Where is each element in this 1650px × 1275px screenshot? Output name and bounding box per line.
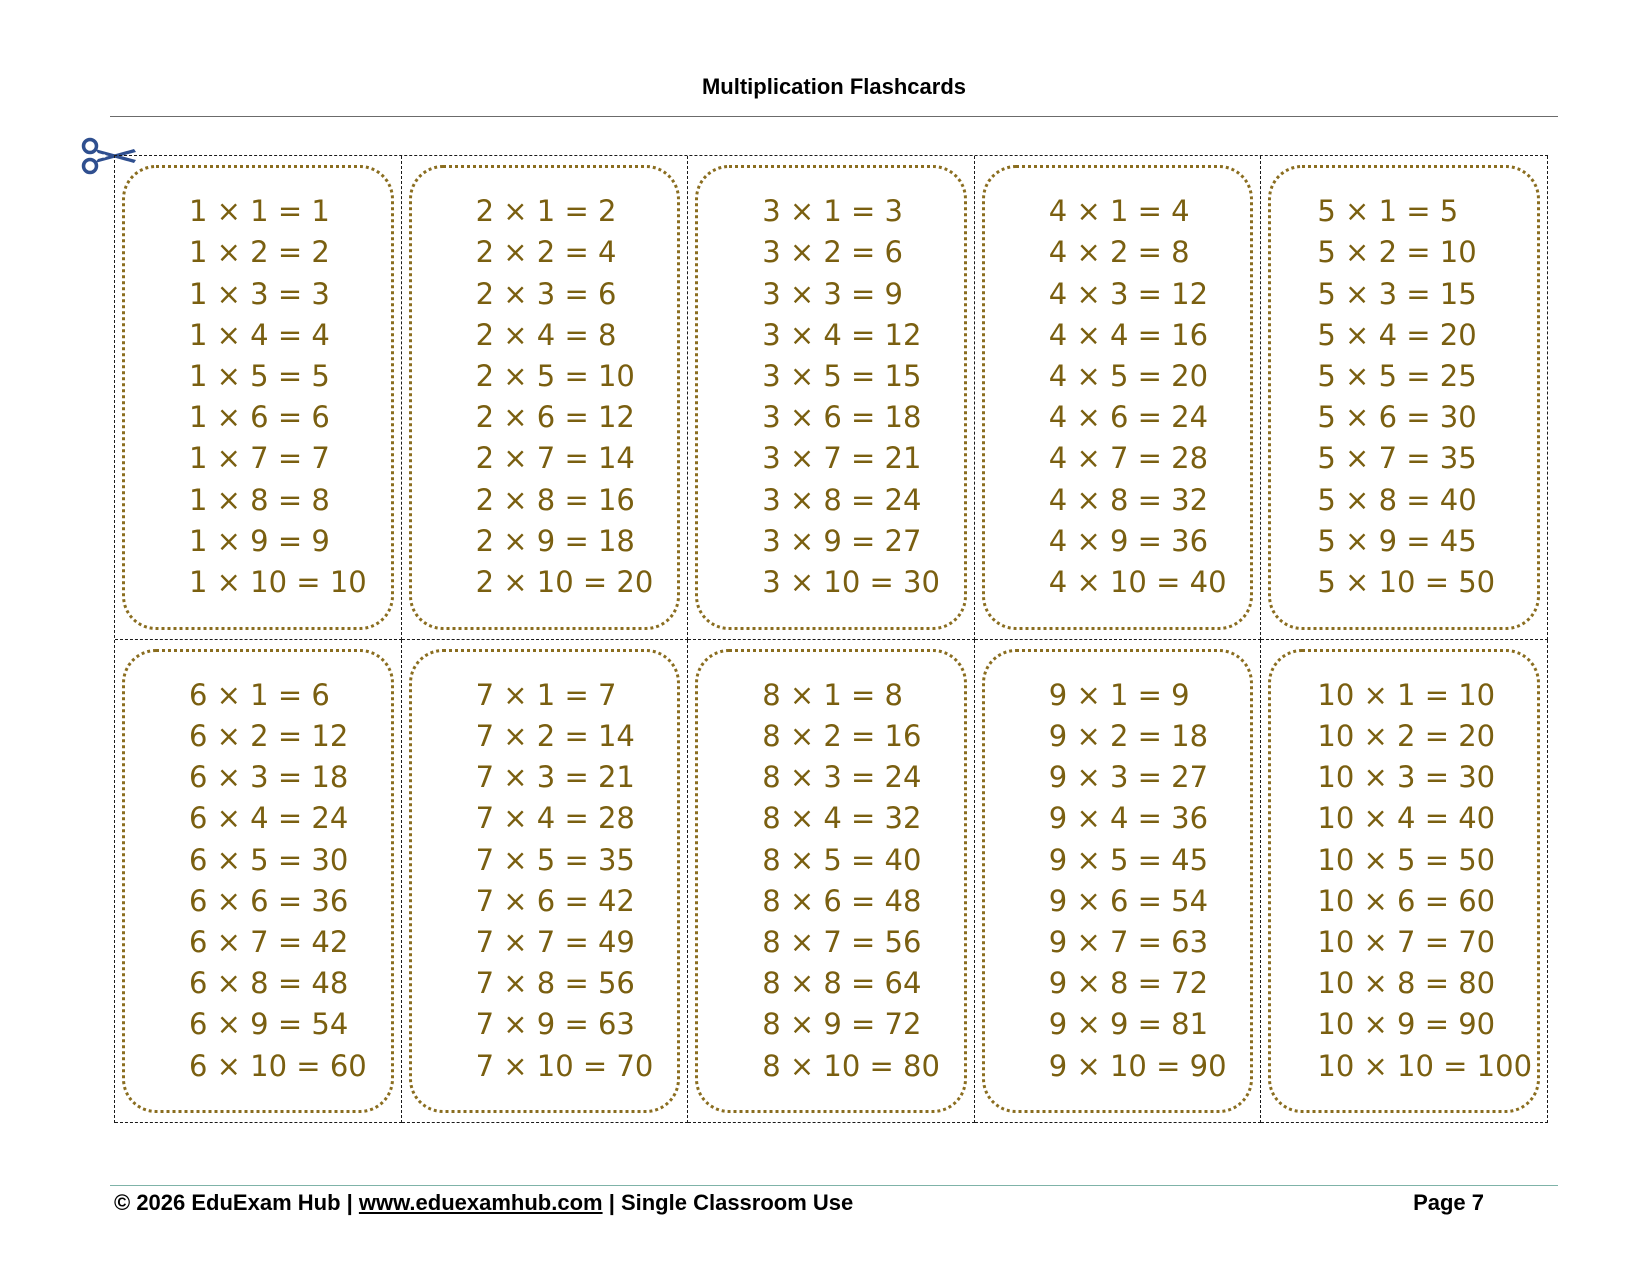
multiplication-fact: 2 × 9 = 18 [475, 523, 635, 558]
flashcard-cut-cell [975, 156, 1262, 640]
multiplication-fact: 10 × 8 = 80 [1317, 966, 1496, 1001]
multiplication-fact: 6 × 9 = 54 [189, 1007, 349, 1042]
multiplication-fact: 5 × 2 = 10 [1317, 235, 1477, 270]
multiplication-fact: 3 × 1 = 3 [762, 194, 904, 229]
flashcard [695, 165, 967, 630]
page-title: Multiplication Flashcards [701, 74, 967, 99]
multiplication-fact: 4 × 3 = 12 [1048, 276, 1209, 311]
multiplication-fact: 1 × 9 = 9 [189, 523, 330, 558]
flashcard-cut-cell [402, 640, 689, 1124]
multiplication-fact: 3 × 5 = 15 [762, 359, 922, 394]
multiplication-fact: 9 × 1 = 9 [1048, 677, 1190, 712]
multiplication-fact: 4 × 5 = 20 [1048, 359, 1209, 394]
flashcard-cut-cell [115, 640, 402, 1124]
multiplication-fact: 10 × 1 = 10 [1317, 677, 1496, 712]
multiplication-fact: 3 × 4 = 12 [762, 317, 922, 352]
multiplication-fact: 7 × 6 = 42 [475, 883, 635, 918]
multiplication-fact: 5 × 9 = 45 [1317, 523, 1477, 558]
footer-copyright: © 2026 EduExam Hub | [114, 1190, 359, 1215]
multiplication-fact: 7 × 3 = 21 [475, 760, 635, 795]
flashcard-cut-cell [688, 156, 975, 640]
multiplication-fact: 9 × 7 = 63 [1048, 924, 1209, 959]
multiplication-fact: 4 × 2 = 8 [1048, 235, 1190, 270]
multiplication-fact: 8 × 6 = 48 [762, 883, 922, 918]
multiplication-fact: 9 × 5 = 45 [1048, 842, 1209, 877]
multiplication-fact: 7 × 5 = 35 [475, 842, 635, 877]
multiplication-fact: 4 × 8 = 32 [1048, 482, 1209, 517]
multiplication-fact: 5 × 6 = 30 [1317, 400, 1477, 435]
multiplication-fact: 1 × 4 = 4 [189, 317, 330, 352]
multiplication-fact: 10 × 9 = 90 [1317, 1007, 1496, 1042]
multiplication-fact: 7 × 9 = 63 [475, 1007, 635, 1042]
multiplication-fact: 8 × 4 = 32 [762, 801, 922, 836]
multiplication-fact: 5 × 4 = 20 [1317, 317, 1477, 352]
flashcard [122, 165, 394, 630]
multiplication-fact: 3 × 3 = 9 [762, 276, 904, 311]
flashcard [982, 165, 1254, 630]
multiplication-fact: 3 × 8 = 24 [762, 482, 922, 517]
multiplication-fact: 7 × 7 = 49 [475, 924, 635, 959]
multiplication-fact: 7 × 4 = 28 [475, 801, 635, 836]
flashcard [1268, 165, 1540, 630]
multiplication-fact: 6 × 7 = 42 [189, 924, 349, 959]
multiplication-fact: 1 × 10 = 10 [189, 565, 367, 600]
multiplication-fact: 1 × 3 = 3 [189, 276, 330, 311]
multiplication-fact: 6 × 10 = 60 [189, 1048, 367, 1083]
multiplication-fact: 3 × 7 = 21 [762, 441, 922, 476]
multiplication-fact: 6 × 6 = 36 [189, 883, 349, 918]
multiplication-fact: 5 × 7 = 35 [1317, 441, 1477, 476]
multiplication-fact: 8 × 3 = 24 [762, 760, 922, 795]
footer-text [114, 1190, 853, 1216]
multiplication-fact: 7 × 8 = 56 [475, 966, 635, 1001]
multiplication-fact: 9 × 6 = 54 [1048, 883, 1209, 918]
multiplication-fact: 5 × 8 = 40 [1317, 482, 1477, 517]
multiplication-fact: 2 × 3 = 6 [475, 276, 617, 311]
multiplication-fact: 6 × 2 = 12 [189, 718, 349, 753]
multiplication-fact: 6 × 4 = 24 [189, 801, 349, 836]
multiplication-fact: 3 × 2 = 6 [762, 235, 904, 270]
multiplication-fact: 2 × 1 = 2 [475, 194, 617, 229]
multiplication-fact: 1 × 7 = 7 [189, 441, 330, 476]
multiplication-fact: 5 × 3 = 15 [1317, 276, 1477, 311]
multiplication-fact: 1 × 2 = 2 [189, 235, 330, 270]
multiplication-fact: 9 × 10 = 90 [1048, 1048, 1227, 1083]
multiplication-fact: 9 × 4 = 36 [1048, 801, 1209, 836]
multiplication-fact: 1 × 8 = 8 [189, 482, 330, 517]
multiplication-fact: 5 × 10 = 50 [1317, 565, 1496, 600]
multiplication-fact: 8 × 9 = 72 [762, 1007, 922, 1042]
multiplication-fact: 6 × 5 = 30 [189, 842, 349, 877]
flashcard-cut-cell [1261, 640, 1548, 1124]
page-number: Page 7 [1413, 1190, 1484, 1215]
multiplication-fact: 7 × 1 = 7 [475, 677, 617, 712]
multiplication-fact: 7 × 10 = 70 [475, 1048, 654, 1083]
multiplication-fact: 1 × 6 = 6 [189, 400, 330, 435]
multiplication-fact: 10 × 4 = 40 [1317, 801, 1496, 836]
multiplication-fact: 4 × 9 = 36 [1048, 523, 1209, 558]
multiplication-fact: 2 × 10 = 20 [475, 565, 654, 600]
footer-divider [110, 1185, 1558, 1186]
flashcard [1268, 649, 1540, 1114]
footer-website-link[interactable]: www.eduexamhub.com [358, 1190, 603, 1215]
multiplication-fact: 2 × 6 = 12 [475, 400, 635, 435]
multiplication-fact: 2 × 4 = 8 [475, 317, 617, 352]
multiplication-fact: 4 × 1 = 4 [1048, 194, 1190, 229]
multiplication-fact: 9 × 8 = 72 [1048, 966, 1209, 1001]
multiplication-fact: 6 × 1 = 6 [189, 677, 330, 712]
multiplication-fact: 8 × 1 = 8 [762, 677, 904, 712]
multiplication-fact: 4 × 10 = 40 [1048, 565, 1227, 600]
flashcard [409, 165, 681, 630]
multiplication-fact: 8 × 7 = 56 [762, 924, 922, 959]
flashcard-sheet [114, 155, 1548, 1123]
multiplication-fact: 9 × 2 = 18 [1048, 718, 1209, 753]
flashcard [982, 649, 1254, 1114]
multiplication-fact: 3 × 10 = 30 [762, 565, 940, 600]
flashcard [409, 649, 681, 1114]
header-divider [110, 116, 1558, 117]
multiplication-fact: 3 × 9 = 27 [762, 523, 922, 558]
multiplication-fact: 8 × 2 = 16 [762, 718, 922, 753]
flashcard-cut-cell [688, 640, 975, 1124]
multiplication-fact: 10 × 3 = 30 [1317, 760, 1496, 795]
multiplication-fact: 9 × 3 = 27 [1048, 760, 1209, 795]
flashcard [122, 649, 394, 1114]
multiplication-fact: 5 × 5 = 25 [1317, 359, 1477, 394]
multiplication-fact: 1 × 5 = 5 [189, 359, 330, 394]
multiplication-fact: 9 × 9 = 81 [1048, 1007, 1209, 1042]
flashcard [695, 649, 967, 1114]
flashcard-cut-cell [402, 156, 689, 640]
multiplication-fact: 2 × 2 = 4 [475, 235, 617, 270]
multiplication-fact: 2 × 5 = 10 [475, 359, 635, 394]
multiplication-fact: 2 × 7 = 14 [475, 441, 635, 476]
multiplication-fact: 3 × 6 = 18 [762, 400, 922, 435]
flashcard-cut-cell [115, 156, 402, 640]
multiplication-fact: 1 × 1 = 1 [189, 194, 330, 229]
multiplication-fact: 8 × 5 = 40 [762, 842, 922, 877]
multiplication-fact: 8 × 10 = 80 [762, 1048, 940, 1083]
multiplication-fact: 5 × 1 = 5 [1317, 194, 1459, 229]
multiplication-fact: 7 × 2 = 14 [475, 718, 635, 753]
multiplication-fact: 4 × 6 = 24 [1048, 400, 1209, 435]
multiplication-fact: 6 × 8 = 48 [189, 966, 349, 1001]
multiplication-fact: 6 × 3 = 18 [189, 760, 349, 795]
footer-usage: | Single Classroom Use [602, 1190, 854, 1215]
multiplication-fact: 4 × 4 = 16 [1048, 317, 1209, 352]
multiplication-fact: 2 × 8 = 16 [475, 482, 635, 517]
flashcard-cut-cell [975, 640, 1262, 1124]
multiplication-fact: 10 × 6 = 60 [1317, 883, 1496, 918]
flashcard-cut-cell [1261, 156, 1548, 640]
multiplication-fact: 4 × 7 = 28 [1048, 441, 1209, 476]
multiplication-fact: 10 × 5 = 50 [1317, 842, 1496, 877]
multiplication-fact: 10 × 10 = 100 [1317, 1048, 1533, 1083]
multiplication-fact: 10 × 7 = 70 [1317, 924, 1496, 959]
multiplication-fact: 10 × 2 = 20 [1317, 718, 1496, 753]
multiplication-fact: 8 × 8 = 64 [762, 966, 922, 1001]
